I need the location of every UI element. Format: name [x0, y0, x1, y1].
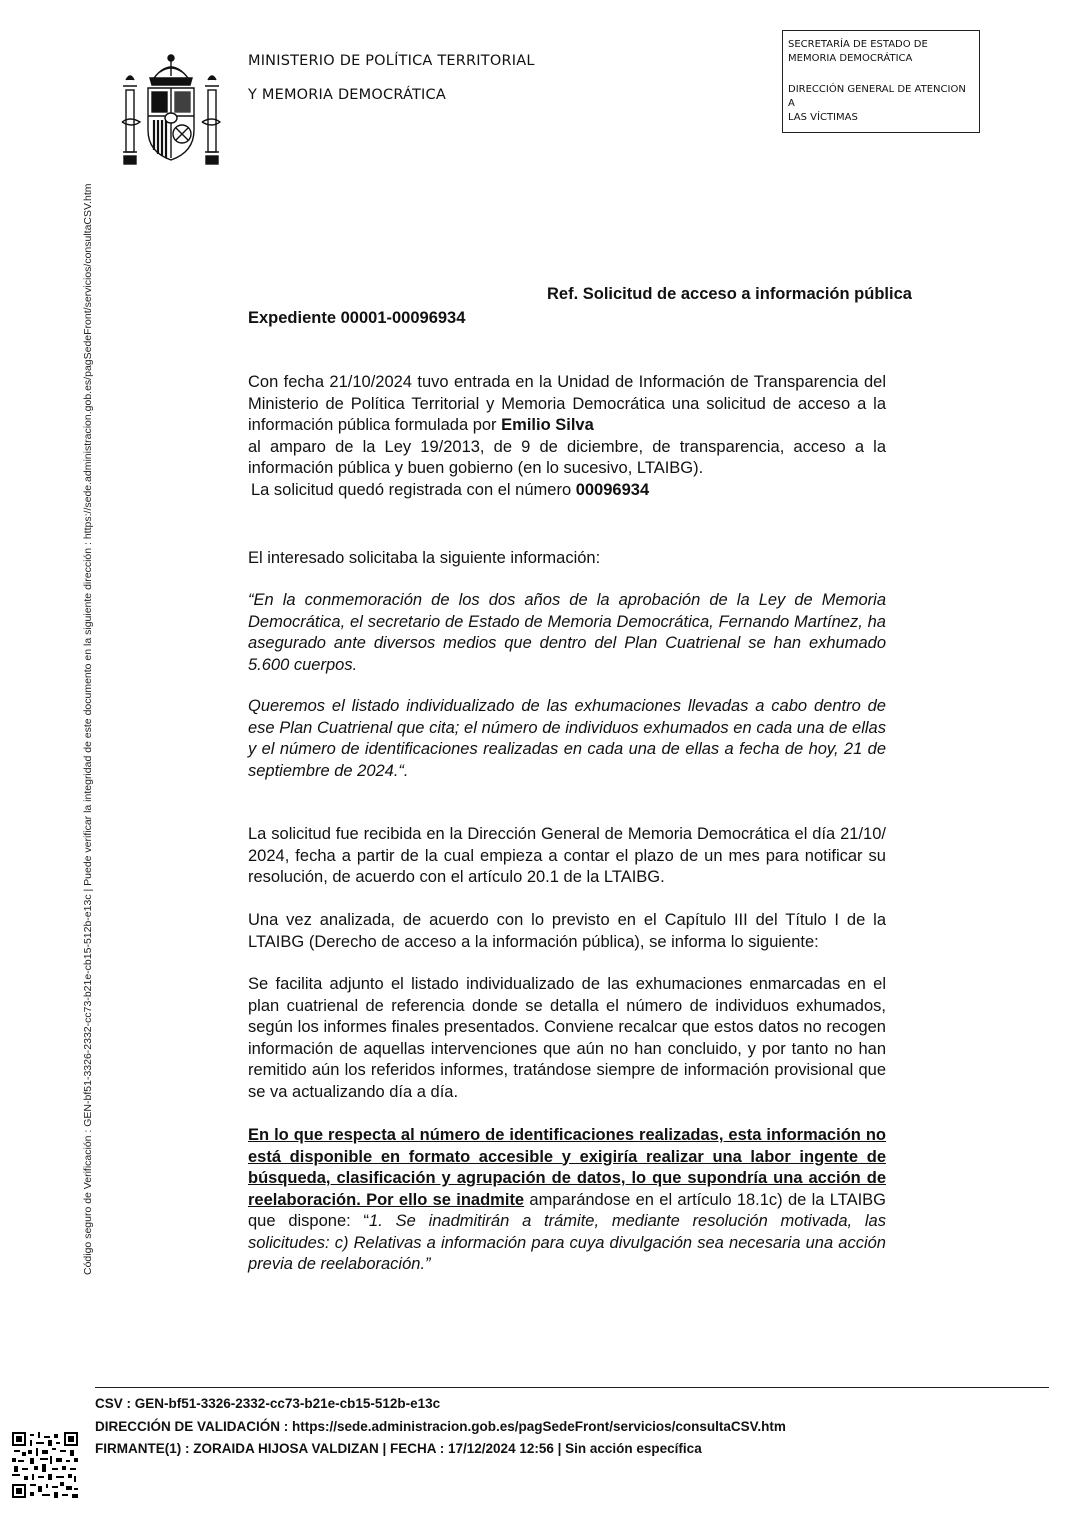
- coat-of-arms-logo: [120, 52, 222, 168]
- resolution-paragraph: Se facilita adjunto el listado individualizado de las exhumaciones enmarcadas en el plan cuatrienal de referencia donde se detalla el número de individuos exhumados, según los informes finales presentados. Conviene recalcar que estos datos no recogen información de aquellas intervenciones que aún no han concluido, y por tanto no han remitido aún los referidos informes, tratándose siempre de información provisional que se va actualizando día a día.: [248, 975, 886, 1101]
- registration-number: 00096934: [575, 480, 650, 499]
- intro-text-legal: al amparo de la Ley 19/2013, de 9 de diciembre, de transparencia, acceso a la información pública y buen gobierno (en lo sucesivo, LTAIBG).: [248, 437, 886, 477]
- footer-csv: CSV : GEN-bf51-3326-2332-cc73-b21e-cb15-512b-e13c: [95, 1396, 441, 1411]
- footer-signer: FIRMANTE(1) : ZORAIDA HIJOSA VALDIZAN | FECHA : 17/12/2024 12:56 | Sin acción específica: [95, 1441, 702, 1456]
- department-line: DIRECCIÓN GENERAL DE ATENCION: [788, 84, 966, 95]
- footer-divider: [95, 1387, 1049, 1388]
- request-intro: El interesado solicitaba la siguiente información:: [248, 549, 601, 567]
- reference-heading: Ref. Solicitud de acceso a información pública: [547, 285, 912, 303]
- intro-text: Con fecha 21/10/2024 tuvo entrada en la Unidad de Información de Transparencia del Ministerio de Política Territorial y Memoria Democrática una solicitud de acceso a la información pública formulada por: [248, 373, 886, 434]
- analysis-paragraph: Una vez analizada, de acuerdo con lo previsto en el Capítulo III del Título I de la LTAIBG (Derecho de acceso a la información pública), se informa lo siguiente:: [248, 911, 886, 951]
- inadmission-text: amparándose en el artículo 18.1c) de la LTAIBG que dispone: “: [248, 1190, 887, 1230]
- intro-paragraph: [248, 372, 886, 501]
- inadmission-bold-text: En lo que respecta al número de identificaciones realizadas, esta información no está disponible en formato accesible y exigiría realizar una labor ingente de búsqueda, clasificación y agrupación de datos, lo que supondría una acción de reelaboración. Por ello se inadmite: [248, 1126, 886, 1209]
- request-quote-2: Queremos el listado individualizado de las exhumaciones llevadas a cabo dentro de ese Plan Cuatrienal que cita; el número de individuos exhumados en cada una de ellas y el número de identificaciones realizadas en cada una de ellas a fecha de hoy, 21 de septiembre de 2024.“.: [248, 697, 886, 780]
- registration-text: La solicitud quedó registrada con el número: [251, 480, 576, 499]
- ministry-name-line1: MINISTERIO DE POLÍTICA TERRITORIAL: [248, 53, 535, 69]
- inadmission-legal-quote: 1. Se inadmitirán a trámite, mediante resolución motivada, las solicitudes: c) Relativas a información para cuya divulgación sea necesaria una acción previa de reelaboración.”: [248, 1212, 886, 1273]
- footer-validation-url[interactable]: DIRECCIÓN DE VALIDACIÓN : https://sede.administracion.gob.es/pagSedeFront/servicios/consultaCSV.htm: [95, 1419, 786, 1434]
- department-line: LAS VÍCTIMAS: [788, 112, 858, 123]
- department-line: MEMORIA DEMOCRÁTICA: [788, 53, 913, 64]
- requester-name: Emilio Silva: [501, 416, 594, 434]
- reception-paragraph: La solicitud fue recibida en la Dirección General de Memoria Democrática el día 21/10/ 2024, fecha a partir de la cual empieza a contar el plazo de un mes para notificar su resolución, de acuerdo con el artículo 20.1 de la LTAIBG.: [248, 825, 886, 886]
- department-line: A: [788, 98, 795, 109]
- side-verification-note: Código seguro de Verificación : GEN-bf51-3326-2332-cc73-b21e-cb15-512b-e13c | Puede verificar la integridad de este documento en la siguiente dirección : https://sede.administracion.gob.es/pagSedeFront/servicios/consultaCSV.htm: [82, 183, 94, 1275]
- ministry-name-line2: Y MEMORIA DEMOCRÁTICA: [248, 87, 446, 103]
- department-box: [782, 30, 980, 133]
- request-quote-1: “En la conmemoración de los dos años de la aprobación de la Ley de Memoria Democrática, el secretario de Estado de Memoria Democrática, Fernando Martínez, ha asegurado ante diversos medios que dentro del Plan Cuatrienal se han exhumado 5.600 cuerpos.: [248, 591, 886, 674]
- qr-code-icon: [12, 1432, 78, 1498]
- expediente-heading: Expediente 00001-00096934: [248, 309, 466, 327]
- inadmission-paragraph: [248, 1125, 886, 1276]
- department-line: SECRETARÍA DE ESTADO DE: [788, 39, 928, 50]
